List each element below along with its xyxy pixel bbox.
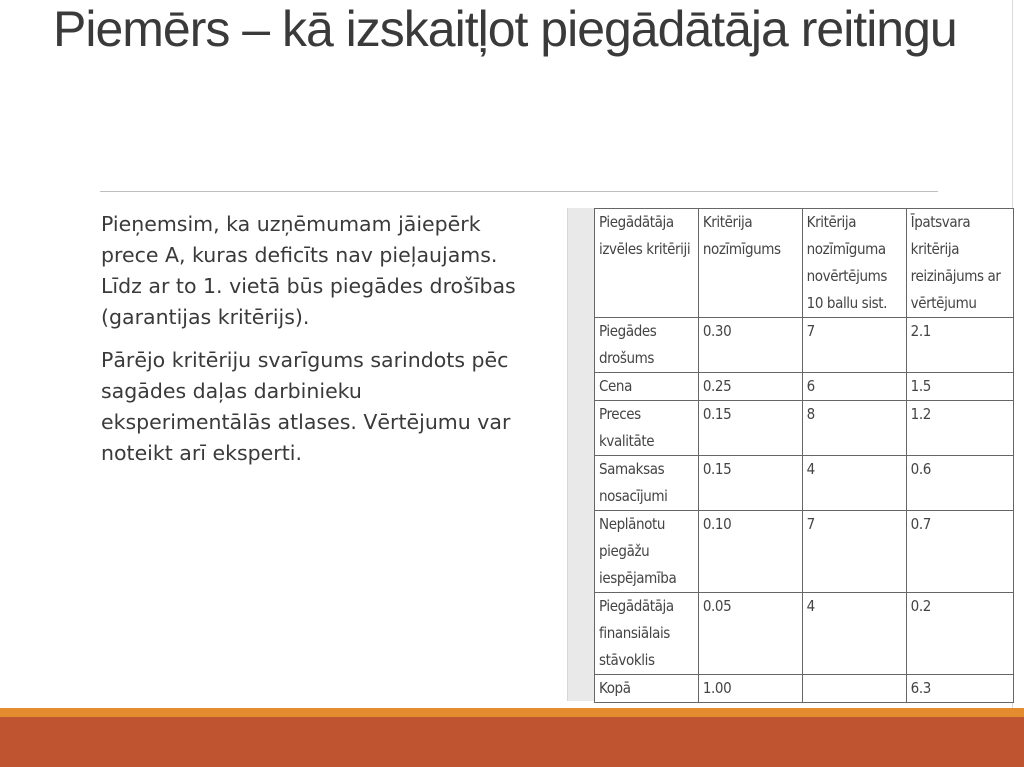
table-cell: 7 [802, 318, 906, 373]
footer-band [0, 717, 1024, 767]
table-cell: 0.25 [698, 373, 802, 401]
table-image-frame [567, 208, 1014, 701]
table-cell: Cena [595, 373, 699, 401]
table-cell: 1.00 [698, 675, 802, 703]
table-cell: 1.5 [906, 373, 1013, 401]
table-cell: 0.15 [698, 456, 802, 511]
table-cell: 0.6 [906, 456, 1013, 511]
body-paragraph-2: Pārējo kritēriju svarīgums sarindots pēc sagādes daļas darbinieku eksperimentālās atlases. Vērtējumu var noteikt arī eksperti. [101, 348, 511, 465]
table-cell: 0.30 [698, 318, 802, 373]
table-total-row [595, 675, 1014, 703]
slide-title: Piemērs – kā izskaitļot piegādātāja reitingu [53, 1, 957, 57]
table-cell: Preces kvalitāte [595, 401, 699, 456]
table-cell: 4 [802, 456, 906, 511]
header-cell: Kritērija nozīmīguma novērtējums 10 ballu sist. [802, 209, 906, 318]
body-paragraph-1: Pieņemsim, ka uzņēmumam jāiepērk prece A, kuras deficīts nav pieļaujams. Līdz ar to 1. vietā būs piegādes drošības (garantijas kritērijs). [101, 212, 516, 329]
table-cell: 8 [802, 401, 906, 456]
table-cell: 6 [802, 373, 906, 401]
table-cell: Piegādātāja finansiālais stāvoklis [595, 593, 699, 675]
table-cell: 6.3 [906, 675, 1013, 703]
table-cell: 7 [802, 511, 906, 593]
table-cell [802, 675, 906, 703]
table-cell: 1.2 [906, 401, 1013, 456]
criteria-table [594, 208, 1014, 703]
table-row [595, 318, 1014, 373]
body-text [101, 209, 521, 481]
title-divider [100, 191, 938, 192]
header-cell: Kritērija nozīmīgums [698, 209, 802, 318]
header-cell: Īpatsvara kritērija reizinājums ar vērtējumu [906, 209, 1013, 318]
table-cell: 0.7 [906, 511, 1013, 593]
table-row [595, 593, 1014, 675]
table-cell: Kopā [595, 675, 699, 703]
table-cell: Samaksas nosacījumi [595, 456, 699, 511]
table-cell: Piegādes drošums [595, 318, 699, 373]
table-header-row [595, 209, 1014, 318]
table-row [595, 401, 1014, 456]
table-cell: 0.10 [698, 511, 802, 593]
table-cell: 0.15 [698, 401, 802, 456]
table-cell: 2.1 [906, 318, 1013, 373]
table-cell: 0.05 [698, 593, 802, 675]
table-row [595, 373, 1014, 401]
table-row [595, 456, 1014, 511]
header-cell: Piegādātāja izvēles kritēriji [595, 209, 699, 318]
footer-accent-bar [0, 708, 1024, 717]
table-cell: 4 [802, 593, 906, 675]
table-row [595, 511, 1014, 593]
table-cell: Neplānotu piegāžu iespējamība [595, 511, 699, 593]
table-cell: 0.2 [906, 593, 1013, 675]
